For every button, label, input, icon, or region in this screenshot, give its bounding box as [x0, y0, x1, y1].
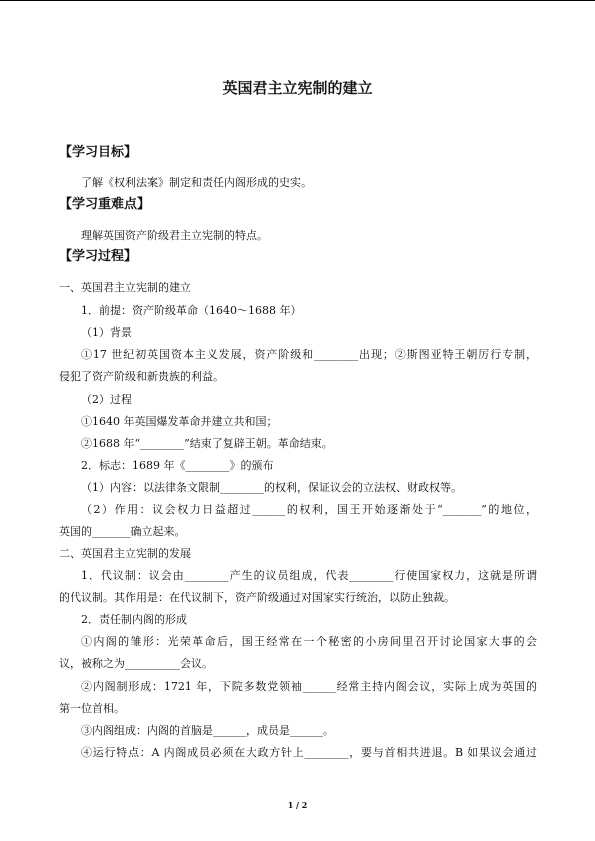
- text-line: 议，被称之为__________会议。: [59, 657, 213, 670]
- text-line: 1．前提：资产阶级革命（1640～1688 年）: [81, 304, 302, 317]
- text-line: 2．责任制内阁的形成: [81, 613, 187, 626]
- text-line: 2．标志：1689 年《________》的颁布: [81, 459, 274, 472]
- heading-learning-process: 【学习过程】: [59, 249, 138, 264]
- page-title: 英国君主立宪制的建立: [222, 79, 373, 97]
- heading-key-points: 【学习重难点】: [59, 197, 151, 212]
- text-line: ④运行特点：A 内阁成员必须在大政方针上________，要与首相共进退。B 如果议会通过: [81, 746, 537, 759]
- text-line: ②1688 年“________”结束了复辟王朝。革命结束。: [81, 437, 333, 450]
- key-points-text: 理解英国资产阶级君主立宪制的特点。: [81, 229, 268, 242]
- text-line: （2）作用：议会权力日益超过______的权利，国王开始逐渐处于“_______”的地位，: [81, 503, 537, 516]
- text-line: 英国的_______确立起来。: [59, 525, 186, 538]
- section-two-title: 二、英国君主立宪制的发展: [59, 547, 191, 560]
- text-line: ①内阁的雏形：光荣革命后，国王经常在一个秘密的小房间里召开讨论国家大事的会: [81, 635, 537, 648]
- section-one-title: 一、英国君主立宪制的建立: [59, 281, 191, 294]
- text-line: 的代议制。其作用是：在代议制下，资产阶级通过对国家实行统治，以防止独裁。: [59, 591, 455, 604]
- page-number: 1 / 2: [287, 800, 308, 810]
- text-line: ①17 世纪初英国资本主义发展，资产阶级和________出现；②斯图亚特王朝厉行专制，: [81, 348, 537, 361]
- top-rule: [0, 0, 595, 1]
- text-line: （1）内容：以法律条文限制________的权利，保证议会的立法权、财政权等。: [81, 481, 462, 494]
- text-line: ③内阁组成：内阁的首脑是______，成员是______。: [81, 724, 334, 737]
- text-line: ①1640 年英国爆发革命并建立共和国；: [81, 415, 278, 428]
- text-line: （2）过程: [81, 393, 132, 406]
- text-line: 侵犯了资产阶级和新贵族的利益。: [59, 370, 224, 383]
- heading-learning-goals: 【学习目标】: [59, 145, 138, 160]
- text-line: 1．代议制：议会由________产生的议员组成，代表________行使国家权力，这就是所谓: [81, 569, 537, 582]
- text-line: 第一位首相。: [59, 702, 125, 715]
- text-line: ②内阁制形成：1721 年，下院多数党领袖______经常主持内阁会议，实际上成为英国的: [81, 680, 537, 693]
- goal-text: 了解《权利法案》制定和责任内阁形成的史实。: [81, 176, 312, 189]
- text-line: （1）背景: [81, 326, 132, 339]
